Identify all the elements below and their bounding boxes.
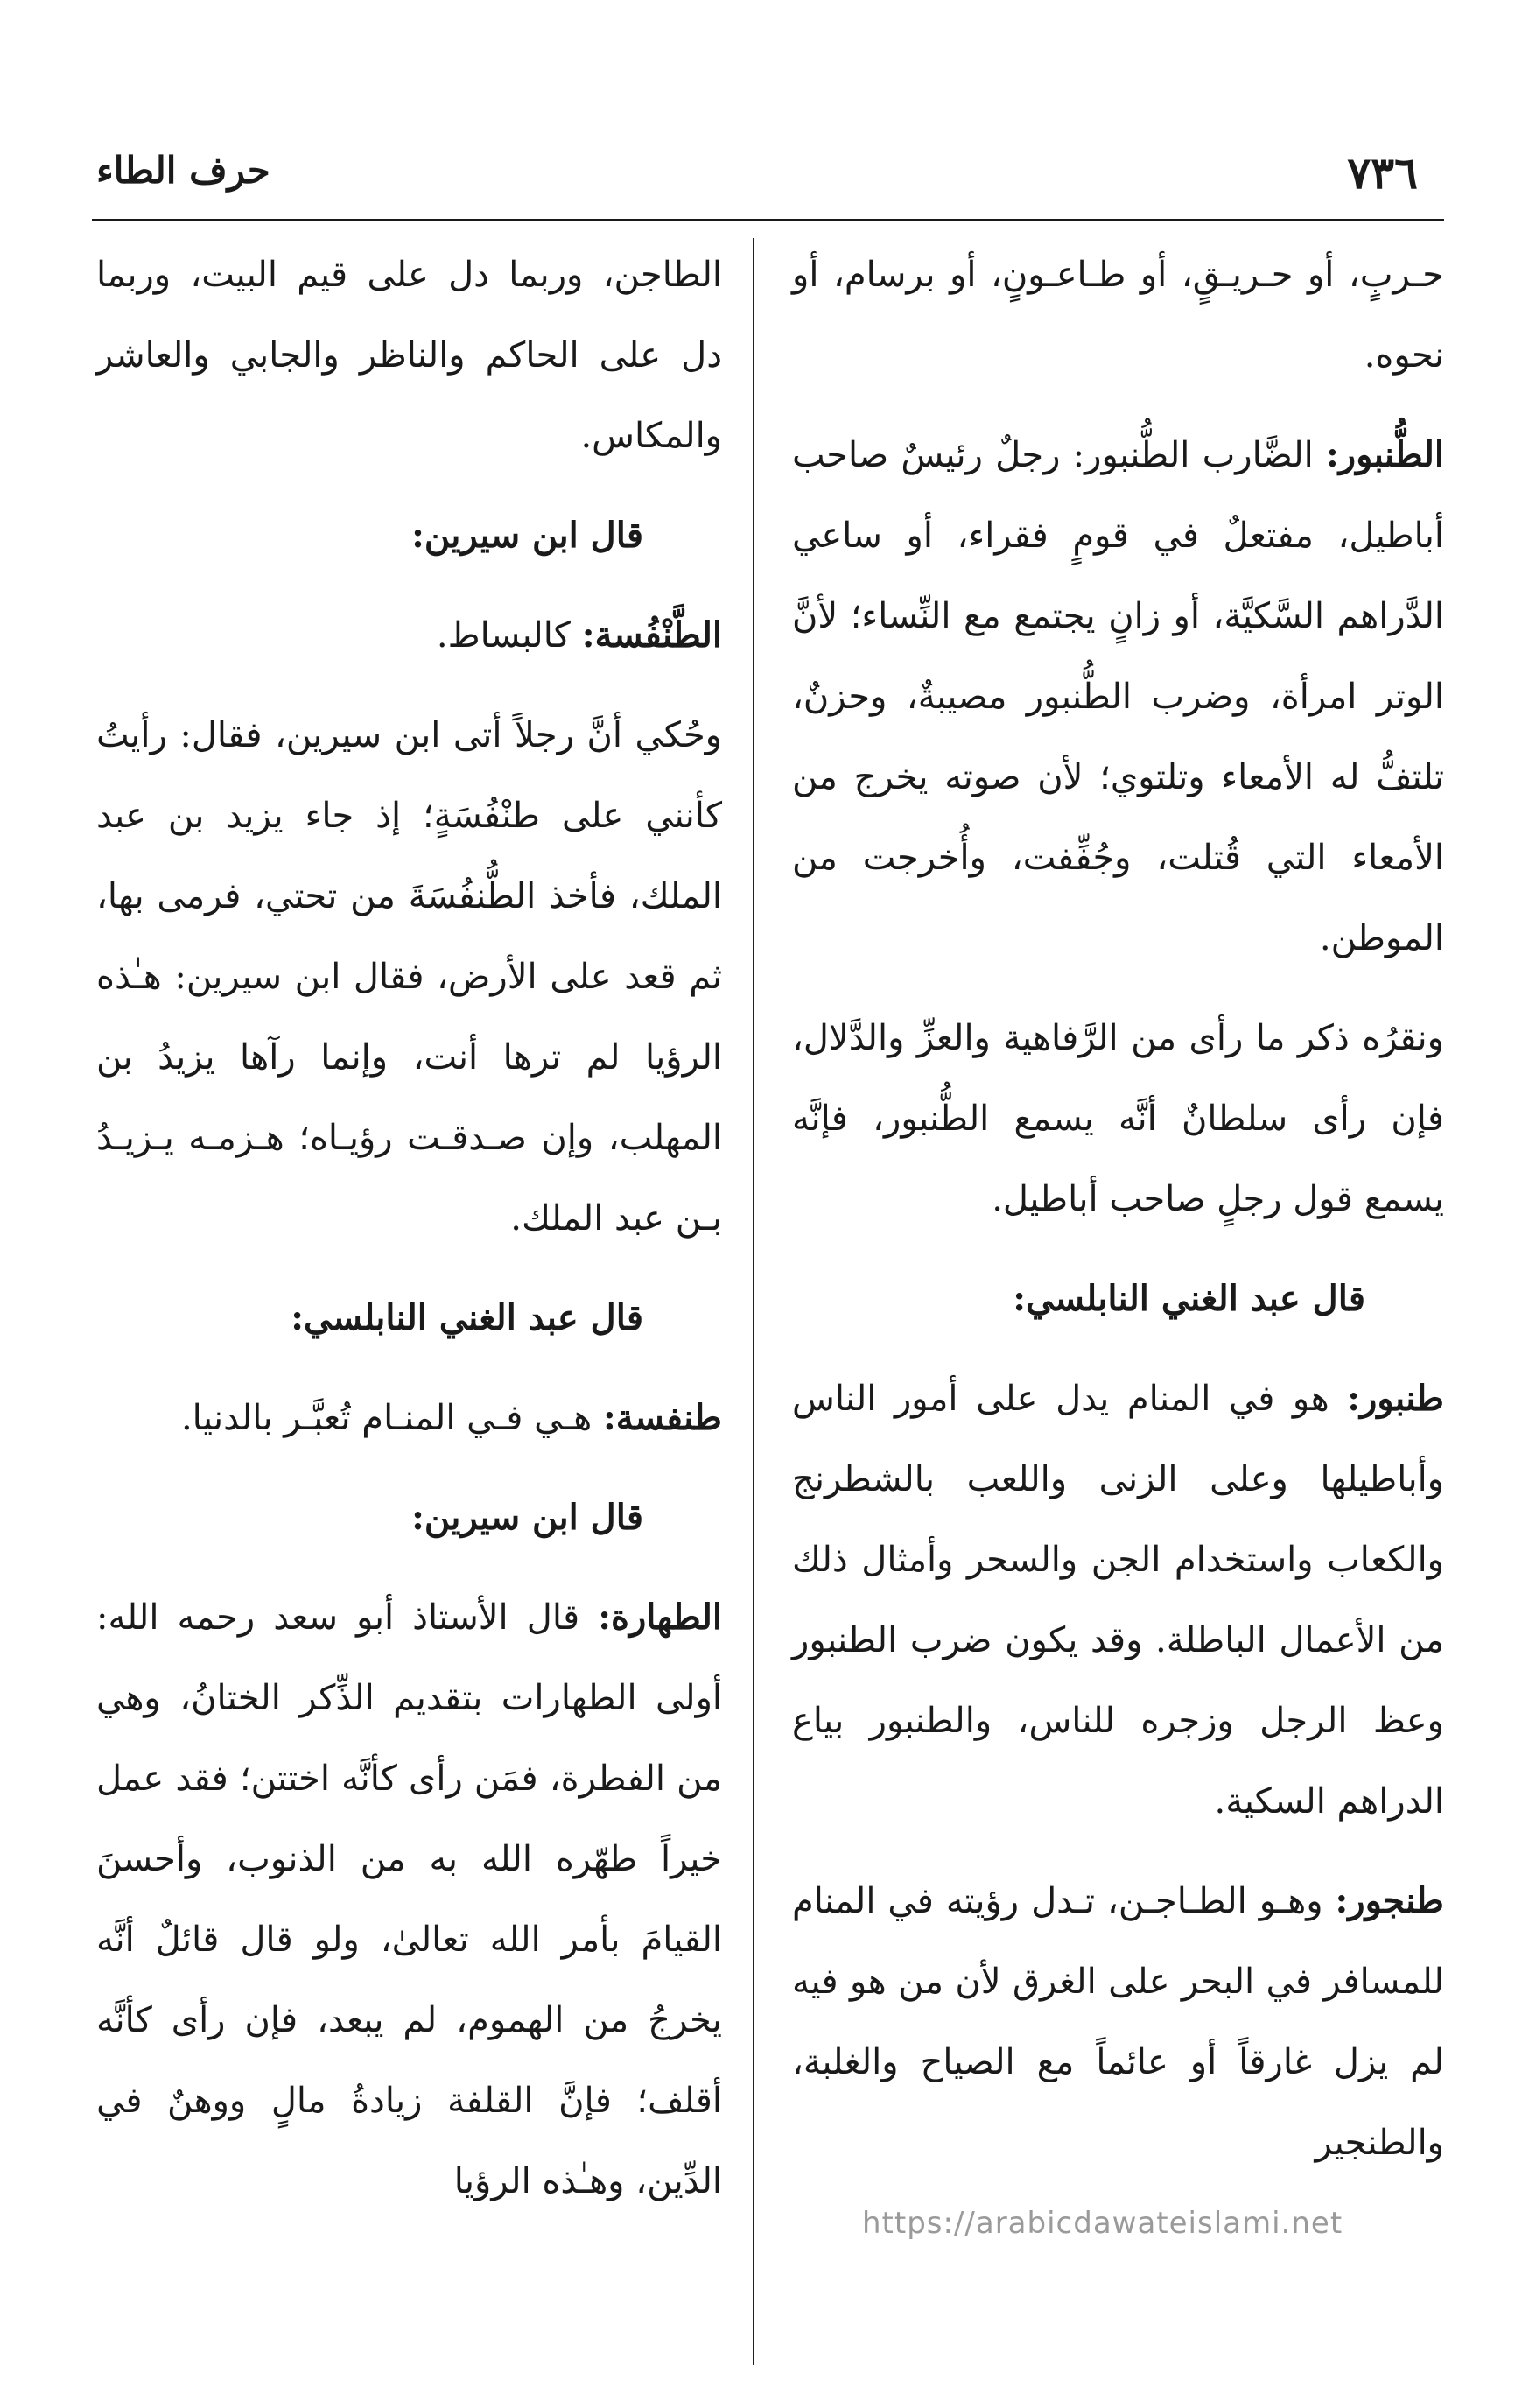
entry-text: هـي فـي المنـام تُعبَّـر بالدنيا. bbox=[180, 1398, 603, 1438]
entry-term: طنجور: bbox=[1335, 1880, 1444, 1921]
section-heading: قال ابن سيرين: bbox=[411, 1497, 643, 1538]
entry-paragraph bbox=[96, 1378, 722, 1458]
entry-term: طنبور: bbox=[1347, 1378, 1444, 1419]
entry-text: قال الأستاذ أبو سعد رحمه الله: أولى الطهارات بتقديم الذِّكر الختانُ، وهي من الفطرة، فمَن رأى كأنَّه اختتن؛ فقد عمل خيراً طهّره الله به من الذنوب، وأحسنَ القيامَ بأمر الله تعالىٰ، ولو قال قائلٌ أنَّه يخرجُ من الهموم، لم يبعد، فإن رأى كأنَّه أقلف؛ فإنَّ القلفة زيادةُ مالٍ ووهنٌ في الدِّين، وهـٰذه الرؤيا bbox=[96, 1597, 722, 2201]
section-heading: قال ابن سيرين: bbox=[411, 515, 643, 556]
watermark-url: https://arabicdawateislami.net bbox=[862, 2206, 1343, 2241]
page-number: ٧٣٦ bbox=[1347, 147, 1418, 199]
entry-term: الطُّنبور: bbox=[1326, 434, 1444, 475]
entry-text: الضَّارب الطُّنبور: رجلٌ رئيسٌ صاحب أباطيل، مفتعلٌ في قومٍ فقراء، أو ساعي الدَّراهم السَّكيَّة، أو زانٍ يجتمع مع النِّساء؛ لأنَّ الوتر امرأة، وضرب الطُّنبور مصيبةٌ، وحزنٌ، تلتفُّ له الأمعاء وتلتوي؛ لأن صوته يخرج من الأمعاء التي قُتلت، وجُفِّفت، وأُخرجت من الموطن. bbox=[792, 435, 1444, 958]
entry-paragraph bbox=[96, 595, 722, 676]
entry-paragraph bbox=[792, 415, 1444, 979]
paragraph: ونقرُه ذكر ما رأى من الرَّفاهية والعزِّ والدَّلال، فإن رأى سلطانٌ أنَّه يسمع الطُّنبور، فإنَّه يسمع قول رجلٍ صاحب أباطيل. bbox=[792, 1018, 1444, 1219]
entry-paragraph bbox=[792, 1358, 1444, 1842]
entry-term: الطهارة: bbox=[598, 1597, 722, 1638]
paragraph: الطاجن، وربما دل على قيم البيت، وربما دل على الحاكم والناظر والجابي والعاشر والمكاس. bbox=[96, 255, 722, 456]
entry-paragraph bbox=[96, 1577, 722, 2222]
entry-text: وهـو الطـاجـن، تـدل رؤيته في المنام للمسافر في البحر على الغرق لأن من هو فيه لم يزل غارقاً أو عائماً مع الصياح والغلبة، والطنجير bbox=[792, 1881, 1444, 2163]
right-column bbox=[792, 235, 1444, 2202]
section-heading: قال عبد الغني النابلسي: bbox=[291, 1297, 643, 1338]
paragraph: وحُكي أنَّ رجلاً أتى ابن سيرين، فقال: رأيتُ كأنني على طنْفُسَةٍ؛ إذ جاء يزيد بن عبد الملك، فأخذ الطُّنفُسَةَ من تحتي، فرمى بها، ثم قعد على الأرض، فقال ابن سيرين: هـٰذه الرؤيا لم ترها أنت، وإنما رآها يزيدُ بن المهلب، وإن صـدقـت رؤيـاه؛ هـزمـه يـزيـدُ بـن عبد الملك. bbox=[96, 715, 722, 1239]
left-column bbox=[96, 235, 722, 2241]
entry-text: هو في المنام يدل على أمور الناس وأباطيلها وعلى الزنى واللعب بالشطرنج والكعاب واستخدام الجن والسحر وأمثال ذلك من الأعمال الباطلة. وقد يكون ضرب الطنبور وعظ الرجل وزجره للناس، والطنبور بياع الدراهم السكية. bbox=[792, 1379, 1444, 1822]
running-title: حرف الطاء bbox=[96, 149, 270, 192]
section-heading: قال عبد الغني النابلسي: bbox=[1013, 1278, 1365, 1319]
header-rule bbox=[92, 219, 1444, 221]
entry-term: طنفسة: bbox=[602, 1397, 722, 1438]
entry-text: كالبساط. bbox=[436, 615, 582, 656]
entry-paragraph bbox=[792, 1861, 1444, 2183]
entry-term: الطَّنْفُسة: bbox=[581, 614, 722, 656]
column-divider bbox=[753, 238, 754, 2365]
paragraph: حـربٍ، أو حـريـقٍ، أو طـاعـونٍ، أو برسام، أو نحوه. bbox=[792, 255, 1444, 376]
